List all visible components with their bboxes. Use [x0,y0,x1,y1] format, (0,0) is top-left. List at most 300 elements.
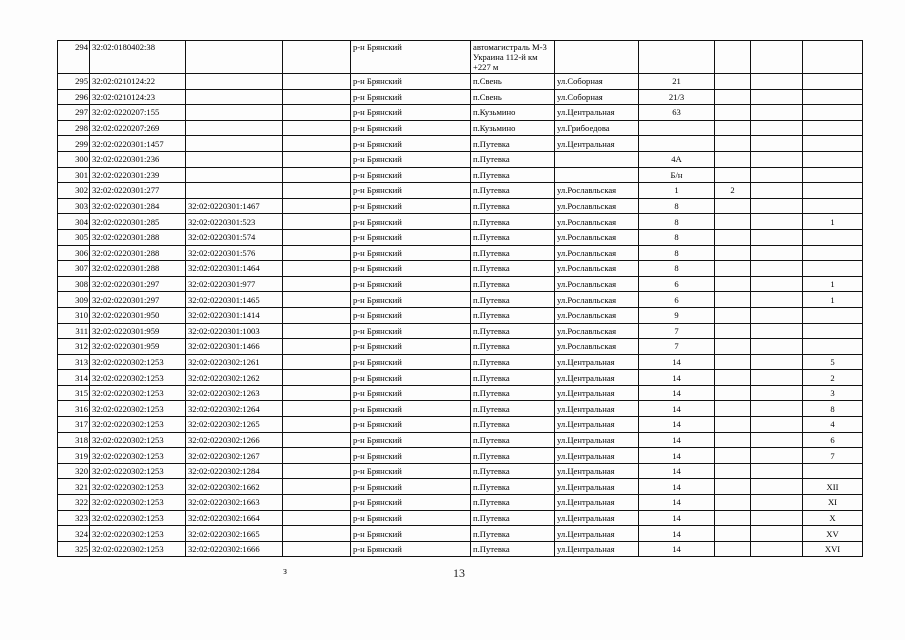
building-cell [715,417,751,433]
house-cell: 14 [639,526,715,542]
street-cell [555,151,639,167]
table-row [58,448,863,464]
apartment-cell [803,151,863,167]
linked-cadastral-number-cell [186,183,283,199]
table-row [58,245,863,261]
building-cell [715,510,751,526]
footer-mark: з [283,566,287,577]
locality-cell: п.Путевка [471,136,555,152]
cadastral-number-cell: 32:02:0220301:288 [90,229,186,245]
empty-cell [283,510,351,526]
building-cell [715,120,751,136]
empty-cell [283,432,351,448]
extra-cell [751,448,803,464]
table-row [58,105,863,121]
street-cell: ул.Грибоедова [555,120,639,136]
row-number-cell: 316 [58,401,90,417]
locality-cell: п.Путевка [471,183,555,199]
district-cell: р-н Брянский [351,105,471,121]
building-cell [715,214,751,230]
linked-cadastral-number-cell: 32:02:0220301:1464 [186,261,283,277]
locality-cell: п.Кузьмино [471,120,555,136]
empty-cell [283,198,351,214]
table-row [58,183,863,199]
cadastral-number-cell: 32:02:0220301:959 [90,339,186,355]
street-cell: ул.Центральная [555,385,639,401]
cadastral-number-cell: 32:02:0220301:1457 [90,136,186,152]
house-cell: 7 [639,323,715,339]
linked-cadastral-number-cell [186,120,283,136]
apartment-cell: 4 [803,417,863,433]
apartment-cell: X [803,510,863,526]
linked-cadastral-number-cell [186,74,283,90]
building-cell [715,541,751,557]
apartment-cell: 3 [803,385,863,401]
empty-cell [283,495,351,511]
linked-cadastral-number-cell [186,136,283,152]
house-cell: 6 [639,276,715,292]
street-cell: ул.Рославльская [555,307,639,323]
locality-cell: п.Путевка [471,339,555,355]
building-cell [715,41,751,74]
building-cell [715,370,751,386]
linked-cadastral-number-cell: 32:02:0220302:1665 [186,526,283,542]
house-cell [639,136,715,152]
table-row [58,74,863,90]
empty-cell [283,370,351,386]
building-cell: 2 [715,183,751,199]
street-cell [555,167,639,183]
house-cell: 21 [639,74,715,90]
linked-cadastral-number-cell: 32:02:0220302:1267 [186,448,283,464]
cadastral-number-cell: 32:02:0220301:950 [90,307,186,323]
extra-cell [751,167,803,183]
district-cell: р-н Брянский [351,432,471,448]
extra-cell [751,463,803,479]
cadastral-number-cell: 32:02:0220302:1253 [90,432,186,448]
apartment-cell [803,136,863,152]
locality-cell: п.Путевка [471,495,555,511]
district-cell: р-н Брянский [351,198,471,214]
row-number-cell: 325 [58,541,90,557]
house-cell: 14 [639,354,715,370]
empty-cell [283,229,351,245]
empty-cell [283,136,351,152]
apartment-cell [803,74,863,90]
empty-cell [283,463,351,479]
building-cell [715,89,751,105]
cadastral-number-cell: 32:02:0220302:1253 [90,370,186,386]
street-cell: ул.Рославльская [555,198,639,214]
building-cell [715,276,751,292]
row-number-cell: 322 [58,495,90,511]
row-number-cell: 313 [58,354,90,370]
empty-cell [283,479,351,495]
extra-cell [751,151,803,167]
street-cell: ул.Соборная [555,89,639,105]
row-number-cell: 314 [58,370,90,386]
house-cell: 14 [639,401,715,417]
cadastral-number-cell: 32:02:0220301:284 [90,198,186,214]
extra-cell [751,495,803,511]
apartment-cell: 1 [803,292,863,308]
locality-cell: п.Путевка [471,401,555,417]
empty-cell [283,261,351,277]
apartment-cell: 1 [803,276,863,292]
district-cell: р-н Брянский [351,276,471,292]
empty-cell [283,183,351,199]
building-cell [715,307,751,323]
building-cell [715,323,751,339]
apartment-cell [803,198,863,214]
street-cell: ул.Соборная [555,74,639,90]
street-cell: ул.Центральная [555,136,639,152]
district-cell: р-н Брянский [351,354,471,370]
building-cell [715,292,751,308]
house-cell [639,120,715,136]
row-number-cell: 306 [58,245,90,261]
empty-cell [283,167,351,183]
district-cell: р-н Брянский [351,323,471,339]
row-number-cell: 308 [58,276,90,292]
empty-cell [283,417,351,433]
district-cell: р-н Брянский [351,495,471,511]
linked-cadastral-number-cell: 32:02:0220302:1266 [186,432,283,448]
street-cell: ул.Центральная [555,448,639,464]
apartment-cell [803,463,863,479]
locality-cell: автомагистраль М-3 Украина 112-й км +227 м [471,41,555,74]
district-cell: р-н Брянский [351,214,471,230]
cadastral-number-cell: 32:02:0210124:22 [90,74,186,90]
row-number-cell: 320 [58,463,90,479]
linked-cadastral-number-cell: 32:02:0220301:576 [186,245,283,261]
locality-cell: п.Путевка [471,417,555,433]
cadastral-number-cell: 32:02:0220302:1253 [90,463,186,479]
empty-cell [283,89,351,105]
cadastral-number-cell: 32:02:0220302:1253 [90,526,186,542]
cadastral-number-cell: 32:02:0220302:1253 [90,448,186,464]
empty-cell [283,401,351,417]
building-cell [715,526,751,542]
building-cell [715,479,751,495]
cadastral-number-cell: 32:02:0220302:1253 [90,479,186,495]
table-row [58,495,863,511]
extra-cell [751,323,803,339]
district-cell: р-н Брянский [351,463,471,479]
table-row [58,354,863,370]
building-cell [715,432,751,448]
table-row [58,198,863,214]
linked-cadastral-number-cell: 32:02:0220302:1264 [186,401,283,417]
row-number-cell: 324 [58,526,90,542]
table-row [58,463,863,479]
locality-cell: п.Путевка [471,370,555,386]
table-row [58,510,863,526]
extra-cell [751,541,803,557]
apartment-cell [803,41,863,74]
extra-cell [751,401,803,417]
linked-cadastral-number-cell: 32:02:0220301:574 [186,229,283,245]
street-cell: ул.Центральная [555,463,639,479]
street-cell: ул.Центральная [555,417,639,433]
street-cell: ул.Рославльская [555,261,639,277]
district-cell: р-н Брянский [351,541,471,557]
table-row [58,370,863,386]
locality-cell: п.Путевка [471,463,555,479]
district-cell: р-н Брянский [351,479,471,495]
house-cell: 14 [639,495,715,511]
linked-cadastral-number-cell: 32:02:0220301:1003 [186,323,283,339]
linked-cadastral-number-cell [186,89,283,105]
empty-cell [283,276,351,292]
cadastral-number-cell: 32:02:0220301:239 [90,167,186,183]
row-number-cell: 302 [58,183,90,199]
row-number-cell: 297 [58,105,90,121]
house-cell: 63 [639,105,715,121]
table-row [58,307,863,323]
linked-cadastral-number-cell: 32:02:0220301:523 [186,214,283,230]
house-cell: 14 [639,448,715,464]
cadastral-number-cell: 32:02:0220301:959 [90,323,186,339]
linked-cadastral-number-cell: 32:02:0220302:1664 [186,510,283,526]
building-cell [715,105,751,121]
row-number-cell: 315 [58,385,90,401]
locality-cell: п.Путевка [471,245,555,261]
house-cell: 14 [639,463,715,479]
extra-cell [751,198,803,214]
row-number-cell: 305 [58,229,90,245]
cadastral-number-cell: 32:02:0180402:38 [90,41,186,74]
empty-cell [283,339,351,355]
district-cell: р-н Брянский [351,510,471,526]
linked-cadastral-number-cell: 32:02:0220301:1414 [186,307,283,323]
locality-cell: п.Путевка [471,167,555,183]
apartment-cell: 8 [803,401,863,417]
district-cell: р-н Брянский [351,245,471,261]
apartment-cell: 2 [803,370,863,386]
street-cell: ул.Центральная [555,495,639,511]
cadastral-number-cell: 32:02:0220302:1253 [90,541,186,557]
table-row [58,323,863,339]
page-number: 13 [453,566,465,580]
house-cell [639,41,715,74]
locality-cell: п.Кузьмино [471,105,555,121]
linked-cadastral-number-cell: 32:02:0220302:1666 [186,541,283,557]
building-cell [715,385,751,401]
house-cell: 14 [639,370,715,386]
locality-cell: п.Путевка [471,198,555,214]
house-cell: 9 [639,307,715,323]
locality-cell: п.Путевка [471,541,555,557]
building-cell [715,74,751,90]
district-cell: р-н Брянский [351,120,471,136]
apartment-cell [803,339,863,355]
locality-cell: п.Путевка [471,276,555,292]
row-number-cell: 323 [58,510,90,526]
table-row [58,229,863,245]
street-cell: ул.Рославльская [555,276,639,292]
building-cell [715,401,751,417]
table-row [58,541,863,557]
cadastral-number-cell: 32:02:0220302:1253 [90,510,186,526]
locality-cell: п.Путевка [471,510,555,526]
linked-cadastral-number-cell: 32:02:0220301:1467 [186,198,283,214]
empty-cell [283,526,351,542]
house-cell: 14 [639,417,715,433]
row-number-cell: 321 [58,479,90,495]
locality-cell: п.Путевка [471,229,555,245]
street-cell: ул.Центральная [555,541,639,557]
extra-cell [751,229,803,245]
cadastral-number-cell: 32:02:0220301:297 [90,276,186,292]
empty-cell [283,105,351,121]
house-cell: 14 [639,510,715,526]
locality-cell: п.Путевка [471,448,555,464]
apartment-cell [803,120,863,136]
house-cell: 6 [639,292,715,308]
linked-cadastral-number-cell: 32:02:0220302:1663 [186,495,283,511]
street-cell: ул.Рославльская [555,323,639,339]
street-cell: ул.Центральная [555,105,639,121]
empty-cell [283,74,351,90]
table-row [58,432,863,448]
linked-cadastral-number-cell: 32:02:0220301:977 [186,276,283,292]
house-cell: 7 [639,339,715,355]
locality-cell: п.Путевка [471,354,555,370]
district-cell: р-н Брянский [351,261,471,277]
locality-cell: п.Путевка [471,385,555,401]
apartment-cell [803,307,863,323]
table-row [58,401,863,417]
cadastral-number-cell: 32:02:0220301:288 [90,245,186,261]
table-row [58,151,863,167]
extra-cell [751,89,803,105]
extra-cell [751,432,803,448]
locality-cell: п.Путевка [471,214,555,230]
empty-cell [283,307,351,323]
district-cell: р-н Брянский [351,307,471,323]
extra-cell [751,74,803,90]
district-cell: р-н Брянский [351,401,471,417]
linked-cadastral-number-cell [186,151,283,167]
district-cell: р-н Брянский [351,74,471,90]
registry-table [57,40,863,557]
building-cell [715,167,751,183]
row-number-cell: 311 [58,323,90,339]
locality-cell: п.Свень [471,74,555,90]
district-cell: р-н Брянский [351,167,471,183]
extra-cell [751,479,803,495]
extra-cell [751,120,803,136]
street-cell: ул.Рославльская [555,245,639,261]
house-cell: 14 [639,385,715,401]
district-cell: р-н Брянский [351,526,471,542]
cadastral-number-cell: 32:02:0220301:297 [90,292,186,308]
table-row [58,41,863,74]
locality-cell: п.Путевка [471,432,555,448]
house-cell: 8 [639,261,715,277]
row-number-cell: 310 [58,307,90,323]
locality-cell: п.Путевка [471,526,555,542]
street-cell: ул.Центральная [555,432,639,448]
apartment-cell: XVI [803,541,863,557]
street-cell: ул.Рославльская [555,339,639,355]
row-number-cell: 317 [58,417,90,433]
cadastral-number-cell: 32:02:0220302:1253 [90,401,186,417]
registry-table-body [58,41,863,557]
row-number-cell: 303 [58,198,90,214]
row-number-cell: 318 [58,432,90,448]
extra-cell [751,183,803,199]
extra-cell [751,105,803,121]
house-cell: 8 [639,198,715,214]
empty-cell [283,292,351,308]
row-number-cell: 304 [58,214,90,230]
street-cell: ул.Рославльская [555,183,639,199]
district-cell: р-н Брянский [351,417,471,433]
row-number-cell: 301 [58,167,90,183]
cadastral-number-cell: 32:02:0220301:285 [90,214,186,230]
cadastral-number-cell: 32:02:0210124:23 [90,89,186,105]
apartment-cell: 7 [803,448,863,464]
cadastral-number-cell: 32:02:0220302:1253 [90,385,186,401]
house-cell: 21/3 [639,89,715,105]
street-cell: ул.Центральная [555,370,639,386]
extra-cell [751,136,803,152]
empty-cell [283,41,351,74]
apartment-cell [803,229,863,245]
extra-cell [751,385,803,401]
table-row [58,417,863,433]
empty-cell [283,541,351,557]
apartment-cell: 1 [803,214,863,230]
street-cell: ул.Рославльская [555,229,639,245]
cadastral-number-cell: 32:02:0220301:236 [90,151,186,167]
house-cell: 1 [639,183,715,199]
row-number-cell: 298 [58,120,90,136]
extra-cell [751,214,803,230]
empty-cell [283,245,351,261]
district-cell: р-н Брянский [351,89,471,105]
cadastral-number-cell: 32:02:0220207:269 [90,120,186,136]
apartment-cell: XI [803,495,863,511]
cadastral-number-cell: 32:02:0220302:1253 [90,417,186,433]
row-number-cell: 312 [58,339,90,355]
building-cell [715,495,751,511]
locality-cell: п.Путевка [471,323,555,339]
extra-cell [751,370,803,386]
empty-cell [283,448,351,464]
house-cell: 4А [639,151,715,167]
district-cell: р-н Брянский [351,136,471,152]
row-number-cell: 307 [58,261,90,277]
extra-cell [751,276,803,292]
table-row [58,261,863,277]
apartment-cell [803,183,863,199]
extra-cell [751,261,803,277]
table-row [58,89,863,105]
apartment-cell [803,167,863,183]
table-row [58,167,863,183]
district-cell: р-н Брянский [351,370,471,386]
locality-cell: п.Путевка [471,261,555,277]
linked-cadastral-number-cell: 32:02:0220301:1465 [186,292,283,308]
apartment-cell [803,89,863,105]
linked-cadastral-number-cell [186,105,283,121]
linked-cadastral-number-cell: 32:02:0220302:1265 [186,417,283,433]
extra-cell [751,417,803,433]
apartment-cell [803,105,863,121]
